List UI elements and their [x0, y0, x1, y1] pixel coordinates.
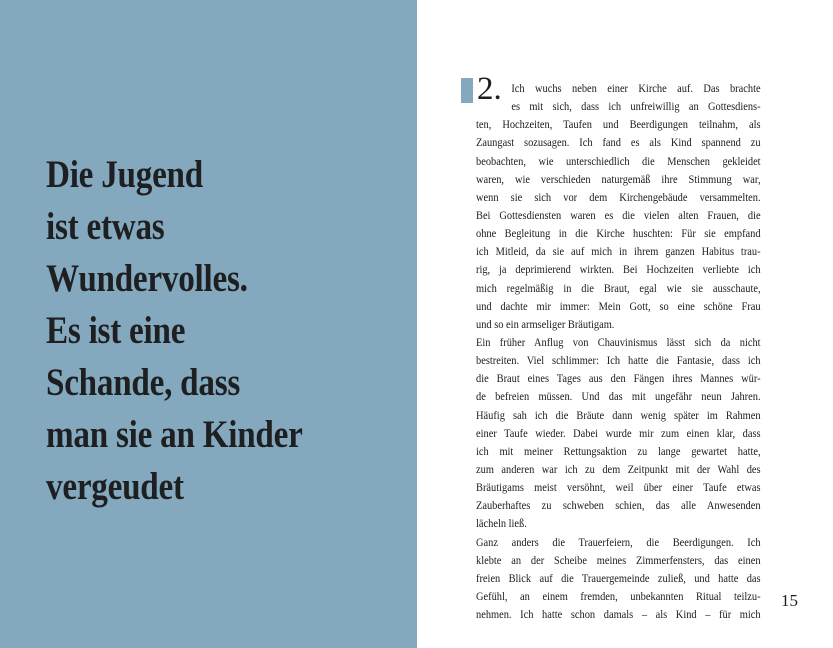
- text-line: und dachte mir immer: Mein Gott, so eine schöne Frau: [476, 300, 761, 313]
- quote-line: Wundervolles.: [46, 256, 248, 300]
- text-line: nehmen. Ich hatte schon damals – als Kind – für mich: [476, 609, 761, 622]
- quote-line: Es ist eine: [46, 308, 186, 352]
- text-line: ten, Hochzeiten, Taufen und Beerdigungen teilnahm, als: [476, 119, 761, 132]
- text-line: einer Taufe wieder. Dabei wurde mir zum einen klar, dass: [476, 427, 761, 440]
- text-line: Bei Gottesdiensten waren es die vielen alten Frauen, die: [476, 209, 761, 222]
- chapter-marker-bar: [461, 78, 473, 103]
- text-line: Zauberhaftes zu schweben schien, das alle Anwesenden: [476, 500, 761, 513]
- text-line: ohne Begleitung in die Kirche huschten: Für sie empfand: [476, 228, 761, 241]
- page-number: 15: [781, 591, 798, 610]
- chapter-number: 2.: [477, 71, 502, 107]
- quote-line: man sie an Kinder: [46, 412, 303, 456]
- text-line: Zaungast sozusagen. Ich fand es als Kind spannend zu: [476, 137, 761, 150]
- text-line: Gefühl, an einem fremden, unbekannten Ritual teilzu-: [476, 590, 761, 603]
- text-line: freien Blick auf die Trauergemeinde zuließ, und hatte das: [476, 572, 761, 585]
- quote-line: Die Jugend: [46, 152, 203, 196]
- text-line: Bräutigams meist versöhnt, weil über einer Taufe etwas: [476, 482, 761, 495]
- text-line: mich regelmäßig in die Braut, egal wie sie ausschaute,: [476, 282, 761, 295]
- text-line: Ein früher Anflug von Chauvinismus lässt sich da nicht: [476, 336, 761, 349]
- text-line: wenn sie sich vor dem Kirchengebäude versammelten.: [476, 191, 761, 204]
- text-line: bestreiten. Viel schlimmer: Ich hatte die Fantasie, dass ich: [476, 355, 761, 368]
- text-line: ich mit meiner Rettungsaktion zu lange gewartet hatte,: [476, 445, 761, 458]
- text-line: lächeln ließ.: [476, 518, 527, 531]
- text-line: Häufig sah ich die Bräute dann wenig später im Rahmen: [476, 409, 761, 422]
- text-line: waren, wie verschieden naturgemäß ihre Stimmung war,: [476, 173, 761, 186]
- text-line: rig, ja deprimierend wirkten. Bei Hochzeiten verliebte ich: [476, 264, 761, 277]
- text-line: Ganz anders die Trauerfeiern, die Beerdigungen. Ich: [476, 536, 761, 549]
- text-line: und so ein armseliger Bräutigam.: [476, 318, 615, 331]
- quote-line: ist etwas: [46, 204, 165, 248]
- text-line: zum anderen war ich zu dem Zeitpunkt mit der Wahl des: [476, 463, 761, 476]
- quote-line: Schande, dass: [46, 360, 241, 404]
- chapter-body: [476, 80, 761, 624]
- text-line: ich Mitleid, da sie auf mich in ihrem ganzen Habitus trau-: [476, 246, 761, 259]
- text-line: es mit sich, dass ich unfreiwillig an Gottesdiens-: [511, 101, 761, 114]
- text-line: de befreien müssen. Und das mit ungefähr neun Jahren.: [476, 391, 761, 404]
- text-line: klebte an der Scheibe meines Zimmerfensters, das einen: [476, 554, 761, 567]
- text-line: Ich wuchs neben einer Kirche auf. Das brachte: [511, 83, 761, 95]
- pull-quote: [46, 148, 406, 512]
- text-line: die Braut eines Tages aus den Fängen ihres Mannes wür-: [476, 373, 761, 386]
- text-line: beobachten, wie unterschiedlich die Menschen gekleidet: [476, 155, 761, 168]
- quote-line: vergeudet: [46, 464, 184, 508]
